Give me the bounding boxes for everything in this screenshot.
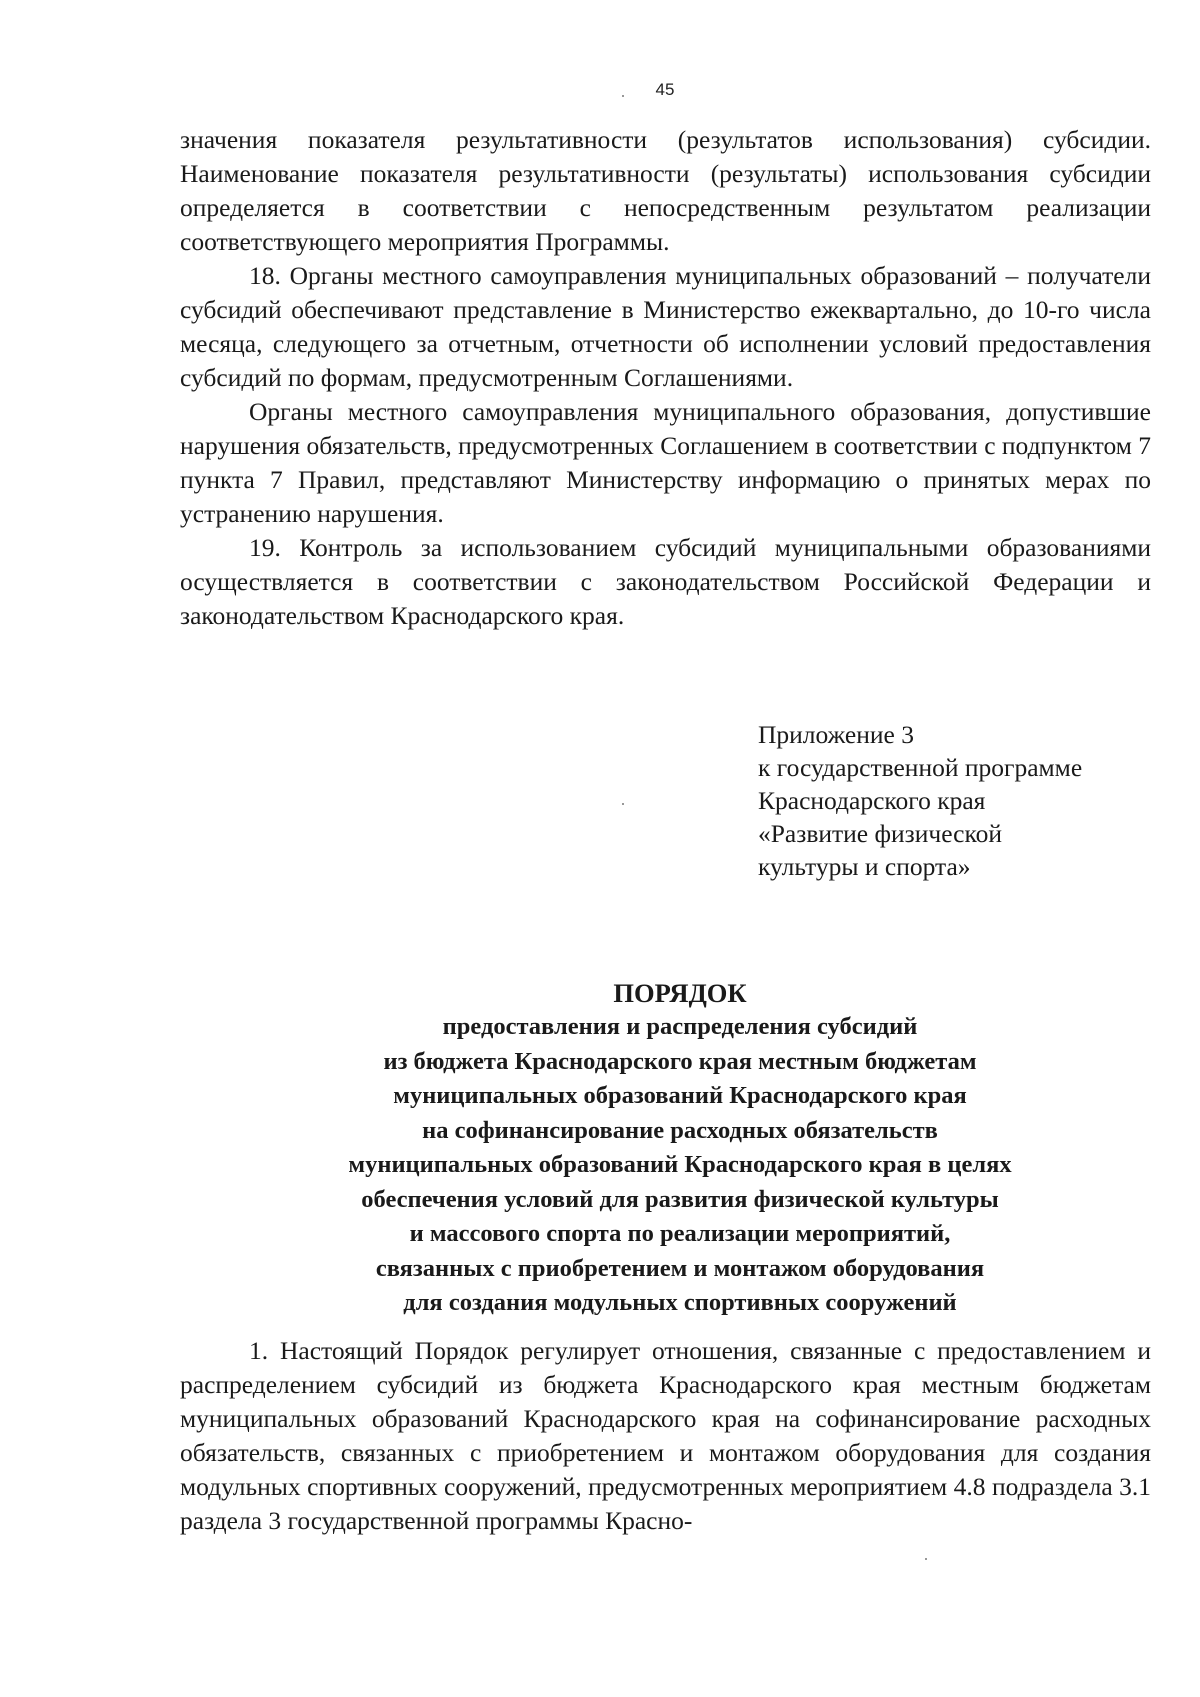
appendix-line: Приложение 3 bbox=[758, 720, 914, 749]
title-line: муниципальных образований Краснодарского края в целях bbox=[348, 1151, 1012, 1178]
bottom-text-block bbox=[180, 1334, 1151, 1538]
top-text-block bbox=[180, 123, 1151, 633]
title-line: обеспечения условий для развития физической культуры bbox=[361, 1185, 999, 1213]
scan-speck bbox=[622, 803, 624, 805]
appendix-note bbox=[758, 718, 1082, 883]
paragraph-18: 18. Органы местного самоуправления муниципальных образований – получатели субсидий обеспечивают представление в Министерство ежеквартально, до 10-го числа месяца, следующего за отчетным, отчетности об исполнении условий предоставления субсидий по формам, предусмотренным Соглашениями. bbox=[180, 261, 1151, 392]
paragraph-19: 19. Контроль за использованием субсидий муниципальными образованиями осуществляется в соответствии с законодательством Российской Федерации и законодательством Краснодарского края. bbox=[180, 533, 1151, 630]
paragraph-18-continued: Органы местного самоуправления муниципального образования, допустившие нарушения обязательств, предусмотренных Соглашением в соответствии с подпунктом 7 пункта 7 Правил, представляют Министерству информацию о принятых мерах по устранению нарушения. bbox=[180, 397, 1151, 528]
title-line: для создания модульных спортивных сооружений bbox=[403, 1289, 957, 1316]
page-number: 45 bbox=[655, 80, 675, 99]
title-line: и массового спорта по реализации мероприятий, bbox=[409, 1220, 951, 1247]
appendix-line: Краснодарского края bbox=[758, 786, 986, 815]
title-line: муниципальных образований Краснодарского края bbox=[393, 1082, 967, 1109]
title-heading: ПОРЯДОК bbox=[613, 978, 747, 1008]
appendix-line: культуры и спорта» bbox=[758, 852, 971, 881]
document-title bbox=[180, 976, 1180, 1321]
paragraph-1: 1. Настоящий Порядок регулирует отношения, связанные с предоставлением и распределением субсидий из бюджета Краснодарского края местным бюджетам муниципальных образований Краснодарского края на софинансирование расходных обязательств, связанных с приобретением и монтажом оборудования для создания модульных спортивных сооружений, предусмотренных мероприятием 4.8 подраздела 3.1 раздела 3 государственной программы Красно- bbox=[180, 1336, 1151, 1535]
title-line: на софинансирование расходных обязательств bbox=[422, 1116, 938, 1144]
appendix-line: «Развитие физической bbox=[758, 819, 1002, 848]
title-line: связанных с приобретением и монтажом оборудования bbox=[375, 1254, 985, 1282]
paragraph-continuation: значения показателя результативности (результатов использования) субсидии. Наименование показателя результативности (результаты) использования субсидии определяется в соответствии с непосредственным результатом реализации соответствующего мероприятия Программы. bbox=[180, 125, 1151, 256]
title-line: из бюджета Краснодарского края местным бюджетам bbox=[383, 1047, 977, 1075]
scan-speck bbox=[622, 95, 624, 97]
appendix-line: к государственной программе bbox=[758, 753, 1083, 782]
title-line: предоставления и распределения субсидий bbox=[442, 1013, 918, 1040]
scan-speck bbox=[925, 1558, 927, 1560]
